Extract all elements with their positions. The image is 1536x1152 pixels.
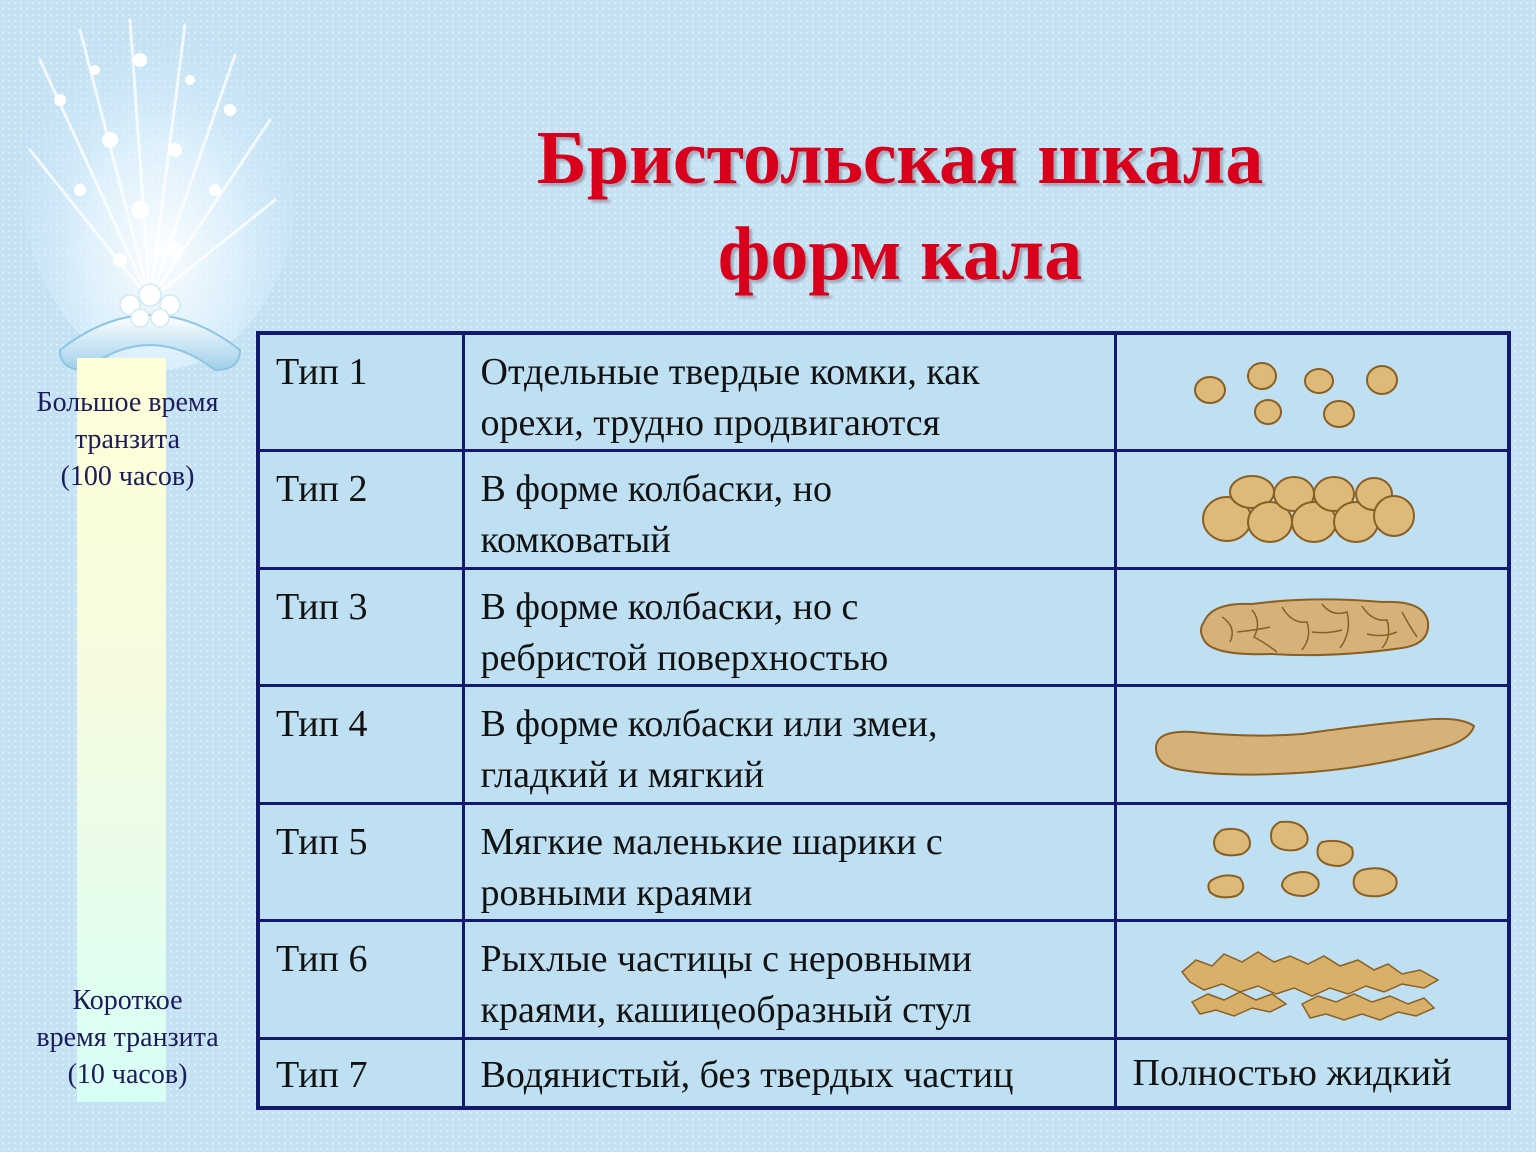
soft-blobs-icon: [1182, 812, 1442, 912]
table-row: [258, 803, 1509, 921]
title-line-1: Бристольская шкала: [536, 116, 1264, 200]
illustration-cell: [1115, 451, 1509, 569]
smooth-snake-icon: [1142, 700, 1482, 790]
table-row: [258, 1039, 1509, 1108]
lumpy-sausage-icon: [1182, 464, 1442, 554]
light-burst-decoration: [0, 0, 300, 400]
illustration-cell: [1115, 333, 1509, 451]
type-cell: Тип 1: [258, 333, 463, 451]
long-transit-line-3: (100 часов): [60, 461, 195, 492]
result-cell: Полностью жидкий: [1115, 1039, 1509, 1108]
short-transit-label: [0, 982, 255, 1093]
illustration-cell: [1115, 568, 1509, 686]
description-text: Рыхлые частицы с неровными краями, кашицеобразный стул: [480, 938, 972, 1032]
description-text: В форме колбаски или змеи, гладкий и мягкий: [480, 703, 938, 797]
description-cell: [463, 921, 1115, 1039]
short-transit-line-2: время транзита: [36, 1022, 219, 1053]
short-transit-line-3: (10 часов): [67, 1059, 188, 1090]
fluffy-pieces-icon: [1162, 930, 1462, 1030]
description-text: Отдельные твердые комки, как орехи, трудно продвигаются: [480, 351, 980, 444]
type-cell: Тип 3: [258, 568, 463, 686]
table-row: [258, 333, 1509, 451]
type-cell: Тип 4: [258, 686, 463, 804]
illustration-cell: [1115, 686, 1509, 804]
illustration-cell: [1115, 921, 1509, 1039]
description-cell: [463, 568, 1115, 686]
type-cell: Тип 7: [258, 1039, 463, 1108]
type-cell: Тип 2: [258, 451, 463, 569]
description-text: В форме колбаски, но комковатый: [480, 468, 832, 562]
page-title: [520, 110, 1280, 302]
long-transit-line-2: транзита: [74, 424, 181, 455]
title-line-2: форм кала: [717, 212, 1083, 296]
table-row: [258, 686, 1509, 804]
illustration-cell: [1115, 803, 1509, 921]
table-row: [258, 451, 1509, 569]
description-cell: [463, 686, 1115, 804]
description-text: Водянистый, без твердых частиц: [480, 1054, 1014, 1097]
cracked-sausage-icon: [1182, 582, 1442, 672]
description-cell: [463, 1039, 1115, 1108]
table-row: [258, 921, 1509, 1039]
long-transit-label: [0, 384, 255, 495]
description-cell: [463, 803, 1115, 921]
description-text: В форме колбаски, но с ребристой поверхностью: [480, 585, 889, 679]
bristol-scale-table: [256, 331, 1511, 1110]
description-text: Мягкие маленькие шарики с ровными краями: [480, 820, 943, 914]
short-transit-line-1: Короткое: [72, 985, 183, 1016]
type-cell: Тип 6: [258, 921, 463, 1039]
long-transit-line-1: Большое время: [36, 387, 219, 418]
type-cell: Тип 5: [258, 803, 463, 921]
separate-lumps-icon: [1182, 347, 1442, 437]
table-row: [258, 568, 1509, 686]
description-cell: [463, 451, 1115, 569]
description-cell: [463, 333, 1115, 451]
